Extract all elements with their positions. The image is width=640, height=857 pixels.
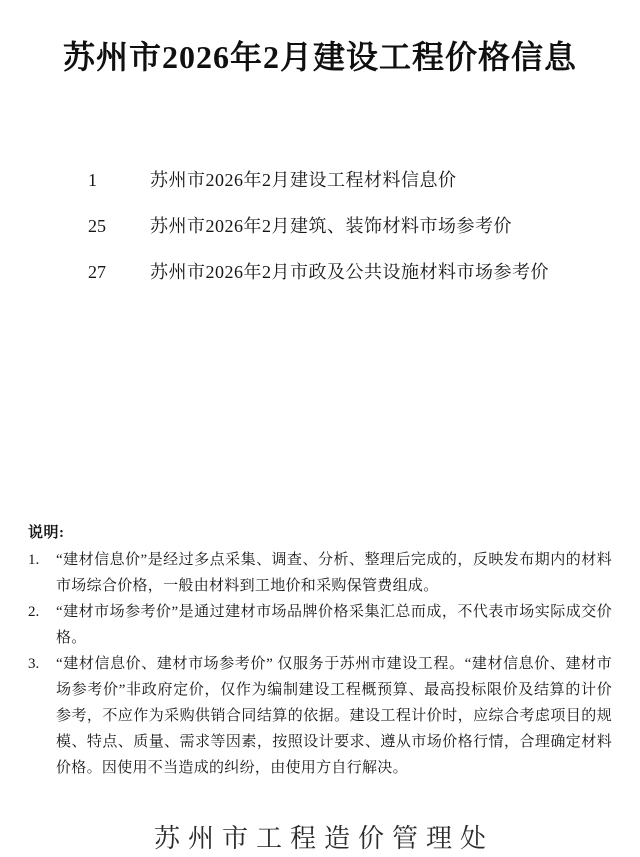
note-number: 3. [28, 656, 40, 672]
note-item-2 [28, 599, 612, 651]
note-number: 2. [28, 604, 40, 620]
note-item-1 [28, 547, 612, 599]
note-text: “建材市场参考价”是通过建材市场品牌价格采集汇总而成，不代表市场实际成交价格。 [56, 604, 612, 646]
page-title: 苏州市2026年2月建设工程价格信息 [62, 39, 577, 75]
toc-page-number: 25 [88, 216, 106, 236]
toc-page-number: 1 [88, 170, 97, 190]
toc-entry-material-info-price[interactable] [88, 170, 600, 190]
note-item-3 [28, 651, 612, 781]
note-text: “建材信息价、建材市场参考价” 仅服务于苏州市建设工程。“建材信息价、建材市场参考价”非政府定价，仅作为编制建设工程概预算、最高投标限价及结算的计价参考，不应作为采购供销合同结算的依据。建设工程计价时，应综合考虑项目的规模、特点、质量、需求等因素，按照设计要求、遵从市场价格行情，合理确定材料价格。因使用不当造成的纠纷，由使用方自行解决。 [56, 656, 612, 776]
table-of-contents [88, 170, 600, 282]
issuing-organization: 苏州市工程造价管理处 [153, 824, 494, 853]
toc-entry-title: 苏州市2026年2月建筑、装饰材料市场参考价 [150, 216, 512, 236]
toc-entry-title: 苏州市2026年2月建设工程材料信息价 [150, 170, 457, 190]
notes-section [28, 524, 612, 781]
toc-entry-title: 苏州市2026年2月市政及公共设施材料市场参考价 [150, 262, 549, 282]
note-number: 1. [28, 552, 40, 568]
toc-page-number: 27 [88, 262, 106, 282]
toc-entry-municipal-public-facilities-reference-price[interactable] [88, 262, 600, 282]
toc-entry-construction-decoration-reference-price[interactable] [88, 216, 600, 236]
note-text: “建材信息价”是经过多点采集、调查、分析、整理后完成的，反映发布期内的材料市场综合价格，一般由材料到工地价和采购保管费组成。 [56, 552, 612, 594]
notes-heading: 说明: [28, 525, 65, 541]
